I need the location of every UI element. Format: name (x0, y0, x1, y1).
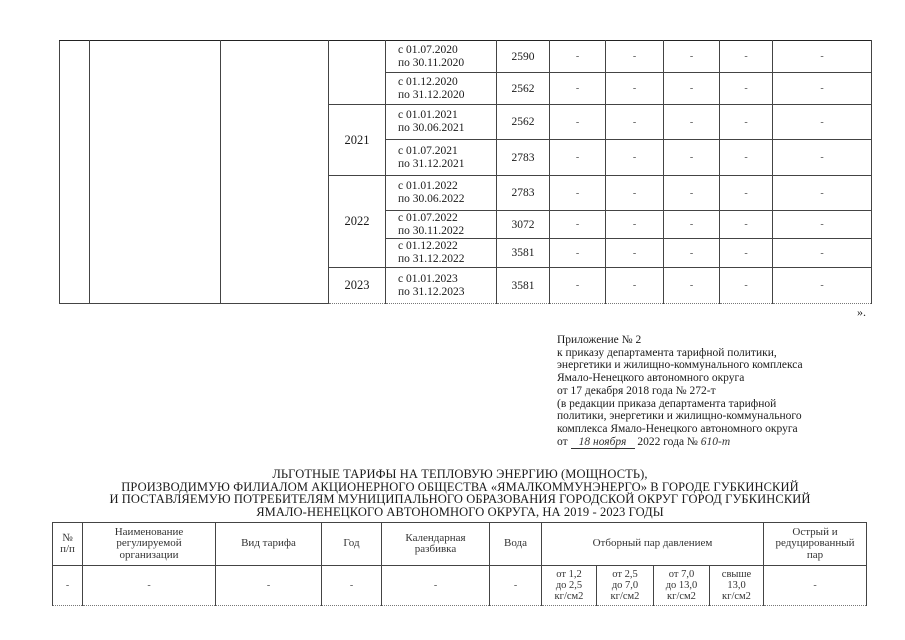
period-cell (386, 176, 497, 211)
cell-dash: - (322, 566, 382, 606)
dash-cell: - (720, 239, 773, 268)
tariff-value-cell: 3072 (497, 211, 550, 239)
dash-cell: - (664, 268, 720, 304)
dash-cell: - (550, 211, 606, 239)
dash-cell: - (606, 140, 664, 176)
table-row (60, 41, 872, 73)
dash-cell: - (720, 73, 773, 105)
dash-cell: - (664, 140, 720, 176)
dash-cell: - (550, 239, 606, 268)
tariff-value-cell: 2562 (497, 105, 550, 140)
dash-cell: - (720, 41, 773, 73)
appendix-line: Ямало-Ненецкого автономного округа (557, 372, 745, 385)
header-sharp-steam: Острый и редуцированный пар (764, 523, 867, 566)
period-from: с 01.12.2022 (398, 240, 458, 252)
dash-cell: - (606, 73, 664, 105)
appendix-line: энергетики и жилищно-коммунального комплекса (557, 359, 803, 372)
appendix-line: комплекса Ямало-Ненецкого автономного округа (557, 422, 798, 435)
period-to: по 30.11.2022 (398, 224, 465, 237)
header-year: Год (322, 523, 382, 566)
cell-dash: - (216, 566, 322, 606)
period-cell (386, 211, 497, 239)
period-cell (386, 73, 497, 105)
year-cell: 2023 (329, 268, 386, 304)
date-prefix: от (557, 435, 568, 448)
period-from: с 01.07.2022 (398, 211, 458, 224)
dash-cell: - (773, 41, 872, 73)
dash-cell: - (550, 41, 606, 73)
period-cell (386, 41, 497, 73)
date-year: 2022 года № (637, 435, 698, 448)
year-cell (329, 41, 386, 105)
tariff-type-cell (221, 41, 329, 304)
period-to: по 30.11.2020 (398, 56, 465, 69)
cell-dash: - (490, 566, 542, 606)
appendix-block (557, 334, 877, 449)
header-calendar: Календарная разбивка (382, 523, 490, 566)
tariff-value-cell: 3581 (497, 239, 550, 268)
period-from: с 01.12.2020 (398, 75, 458, 88)
year-cell: 2022 (329, 176, 386, 268)
header-tariff-type: Вид тарифа (216, 523, 322, 566)
tariff-value-cell: 2590 (497, 41, 550, 73)
title-line: ЯМАЛО-НЕНЕЦКОГО АВТОНОМНОГО ОКРУГА, НА 2019 - 2023 ГОДЫ (256, 504, 664, 519)
period-cell (386, 239, 497, 268)
dash-cell: - (550, 140, 606, 176)
dash-cell: - (664, 41, 720, 73)
period-cell (386, 140, 497, 176)
appendix-line: Приложение № 2 (557, 334, 642, 346)
dash-cell: - (606, 268, 664, 304)
organization-cell (90, 41, 221, 304)
title-line: И ПОСТАВЛЯЕМУЮ ПОТРЕБИТЕЛЯМ МУНИЦИПАЛЬНОГО ОБРАЗОВАНИЯ ГОРОДСКОЙ ОКРУГ ГОРОД ГУБКИНСКИЙ (109, 492, 811, 507)
header-number: № п/п (53, 523, 83, 566)
dash-cell: - (664, 211, 720, 239)
header-water: Вода (490, 523, 542, 566)
dash-cell: - (720, 105, 773, 140)
period-to: по 30.06.2021 (398, 122, 465, 134)
pressure-range-1: от 1,2 до 2,5 кг/см2 (542, 566, 597, 606)
closing-quote: ». (857, 305, 866, 319)
period-to: по 31.12.2023 (398, 285, 465, 298)
period-from: с 01.01.2023 (398, 272, 458, 285)
appendix-line: (в редакции приказа департамента тарифной (557, 397, 777, 410)
dash-cell: - (606, 239, 664, 268)
period-from: с 01.07.2020 (398, 43, 458, 56)
title-line: ЛЬГОТНЫЕ ТАРИФЫ НА ТЕПЛОВУЮ ЭНЕРГИЮ (МОЩНОСТЬ), (272, 467, 648, 481)
dash-cell: - (550, 268, 606, 304)
dash-cell: - (606, 105, 664, 140)
period-from: с 01.01.2022 (398, 180, 458, 192)
document-title (60, 468, 860, 518)
bottom-tariff-table (52, 522, 867, 606)
period-to: по 31.12.2021 (398, 157, 465, 170)
dash-cell: - (720, 140, 773, 176)
header-organization: Наименование регулируемой организации (83, 523, 216, 566)
tariff-value-cell: 3581 (497, 268, 550, 304)
handwritten-number: 610-т (700, 435, 731, 448)
appendix-line: политики, энергетики и жилищно-коммунального (557, 410, 802, 423)
pressure-range-4: свыше 13,0 кг/см2 (710, 566, 764, 606)
period-cell (386, 105, 497, 140)
pressure-range-2: от 2,5 до 7,0 кг/см2 (597, 566, 654, 606)
appendix-date-line (557, 436, 877, 450)
year-cell: 2021 (329, 105, 386, 176)
tariff-value-cell: 2783 (497, 176, 550, 211)
top-tariff-table (59, 40, 872, 304)
period-to: по 31.12.2022 (398, 253, 465, 265)
cell-dash: - (382, 566, 490, 606)
period-to: по 30.06.2022 (398, 193, 465, 205)
dash-cell: - (664, 239, 720, 268)
tariff-value-cell: 2562 (497, 73, 550, 105)
dash-cell: - (664, 73, 720, 105)
tariff-value-cell: 2783 (497, 140, 550, 176)
period-from: с 01.01.2021 (398, 109, 458, 121)
pressure-range-3: от 7,0 до 13,0 кг/см2 (654, 566, 710, 606)
dash-cell: - (606, 41, 664, 73)
number-cell (60, 41, 90, 304)
handwritten-date: 18 ноября (571, 436, 635, 450)
dash-cell: - (606, 211, 664, 239)
dash-cell: - (550, 105, 606, 140)
dash-cell: - (664, 105, 720, 140)
appendix-line: к приказу департамента тарифной политики, (557, 346, 777, 359)
dash-cell: - (720, 176, 773, 211)
dash-cell: - (550, 176, 606, 211)
period-from: с 01.07.2021 (398, 144, 458, 157)
period-to: по 31.12.2020 (398, 88, 465, 101)
dash-cell: - (720, 268, 773, 304)
dash-cell: - (773, 73, 872, 105)
appendix-line: от 17 декабря 2018 года № 272-т (557, 384, 716, 397)
dash-cell: - (664, 176, 720, 211)
period-cell (386, 268, 497, 304)
dash-cell: - (773, 105, 872, 140)
dash-cell: - (773, 211, 872, 239)
dash-cell: - (773, 239, 872, 268)
dash-cell: - (550, 73, 606, 105)
dash-cell: - (720, 211, 773, 239)
title-line: ПРОИЗВОДИМУЮ ФИЛИАЛОМ АКЦИОНЕРНОГО ОБЩЕСТВА «ЯМАЛКОММУНЭНЕРГО» В ГОРОДЕ ГУБКИНСКИЙ (121, 479, 799, 494)
cell-dash: - (83, 566, 216, 606)
cell-dash: - (764, 566, 867, 606)
header-selected-steam: Отборный пар давлением (542, 523, 764, 566)
cell-dash: - (53, 566, 83, 606)
dash-cell: - (773, 268, 872, 304)
dash-cell: - (773, 140, 872, 176)
dash-cell: - (773, 176, 872, 211)
dash-cell: - (606, 176, 664, 211)
